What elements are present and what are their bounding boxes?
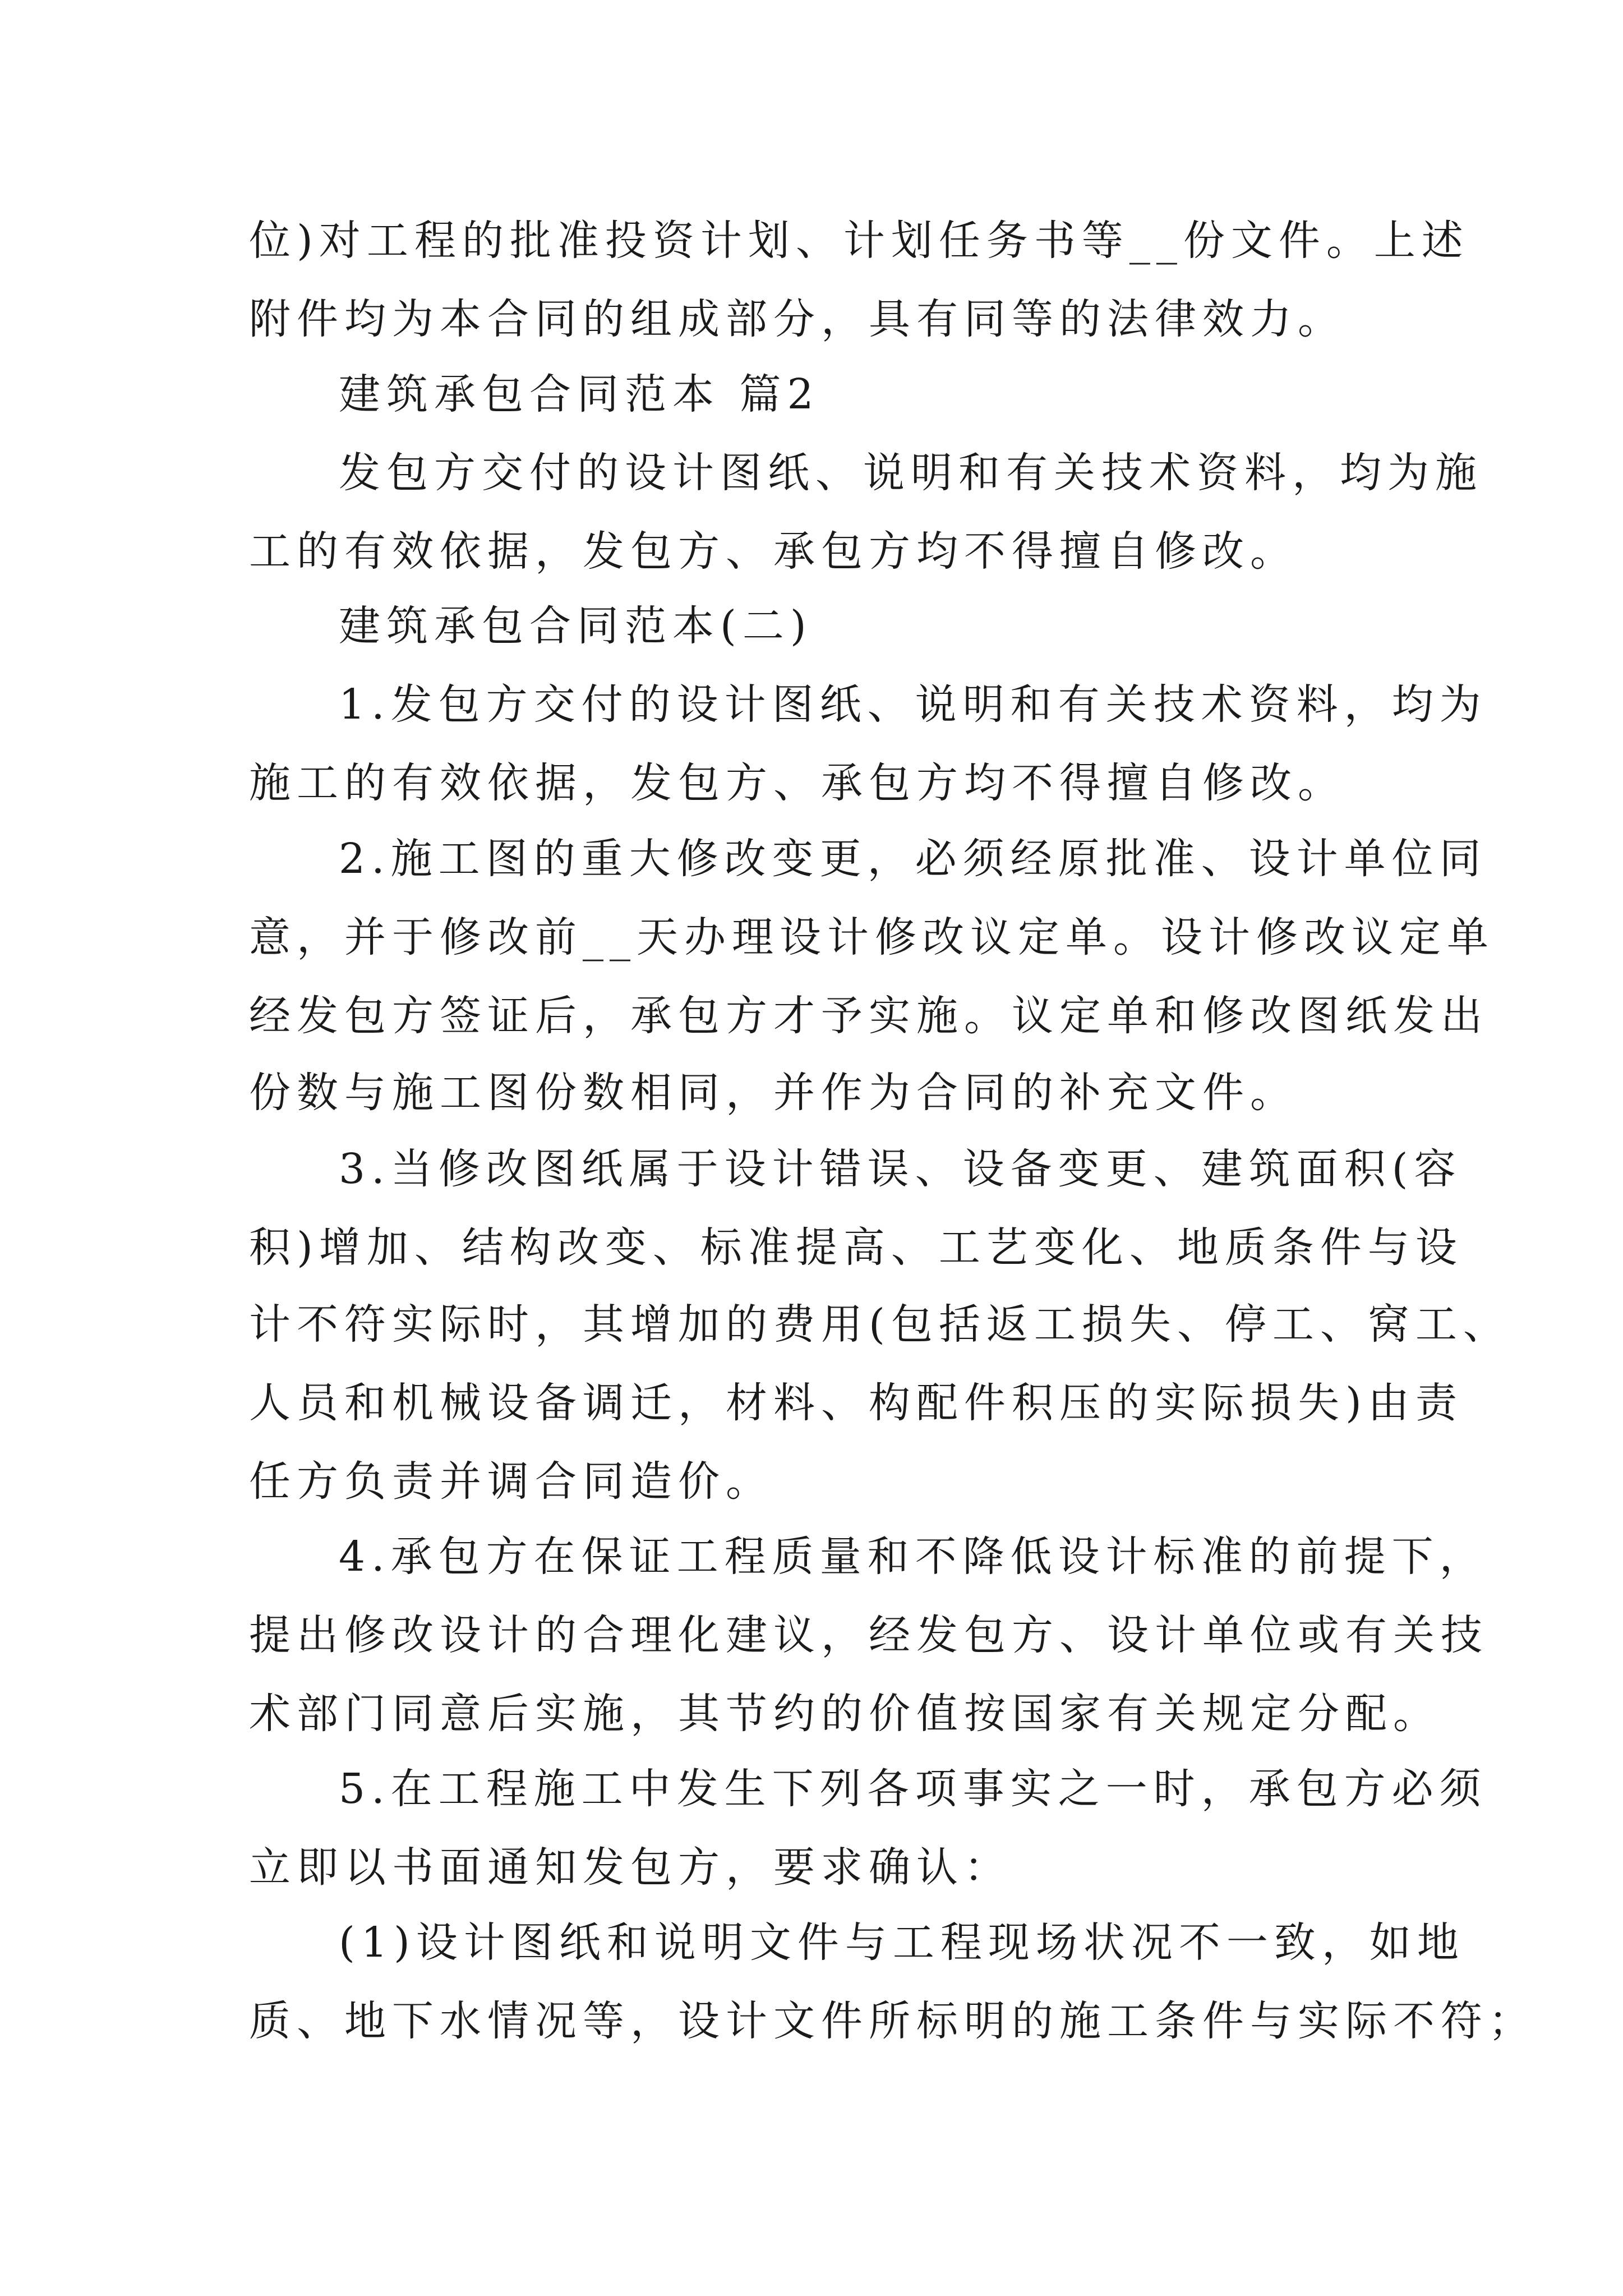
text-line: 4.承包方在保证工程质量和不降低设计标准的前提下， bbox=[339, 1533, 1487, 1581]
text-line: 质、地下水情况等，设计文件所标明的施工条件与实际不符； bbox=[249, 1997, 1536, 2045]
text-line: (1)设计图纸和说明文件与工程现场状况不一致，如地 bbox=[339, 1918, 1465, 1967]
text-line: 施工的有效依据，发包方、承包方均不得擅自修改。 bbox=[249, 759, 1345, 807]
text-line: 人员和机械设备调迁，材料、构配件积压的实际损失)由责 bbox=[249, 1379, 1463, 1427]
text-line: 经发包方签证后，承包方才予实施。议定单和修改图纸发出 bbox=[249, 992, 1488, 1040]
section-heading: 建筑承包合同范本(二) bbox=[339, 602, 813, 650]
text-line: 计不符实际时，其增加的费用(包括返工损失、停工、窝工、 bbox=[249, 1300, 1511, 1349]
text-line: 位)对工程的批准投资计划、计划任务书等__份文件。上述 bbox=[249, 217, 1469, 265]
text-line: 发包方交付的设计图纸、说明和有关技术资料，均为施 bbox=[339, 449, 1483, 497]
text-line: 任方负责并调合同造价。 bbox=[249, 1457, 773, 1506]
text-line: 提出修改设计的合理化建议，经发包方、设计单位或有关技 bbox=[249, 1611, 1488, 1659]
text-line: 积)增加、结构改变、标准提高、工艺变化、地质条件与设 bbox=[249, 1223, 1463, 1272]
text-line: 术部门同意后实施，其节约的价值按国家有关规定分配。 bbox=[249, 1690, 1441, 1738]
text-line: 份数与施工图份数相同，并作为合同的补充文件。 bbox=[249, 1069, 1298, 1117]
text-line: 立即以书面通知发包方，要求确认： bbox=[249, 1843, 1012, 1892]
text-line: 2.施工图的重大修改变更，必须经原批准、设计单位同 bbox=[339, 835, 1487, 883]
text-line: 意，并于修改前__天办理设计修改议定单。设计修改议定单 bbox=[249, 913, 1495, 961]
section-heading: 建筑承包合同范本 篇2 bbox=[339, 370, 820, 418]
text-line: 5.在工程施工中发生下列各项事实之一时，承包方必须 bbox=[339, 1765, 1487, 1813]
text-line: 3.当修改图纸属于设计错误、设备变更、建筑面积(容 bbox=[339, 1145, 1462, 1193]
text-line: 工的有效依据，发包方、承包方均不得擅自修改。 bbox=[249, 527, 1298, 576]
text-line: 1.发包方交付的设计图纸、说明和有关技术资料，均为 bbox=[339, 680, 1487, 729]
text-line: 附件均为本合同的组成部分，具有同等的法律效力。 bbox=[249, 295, 1345, 343]
